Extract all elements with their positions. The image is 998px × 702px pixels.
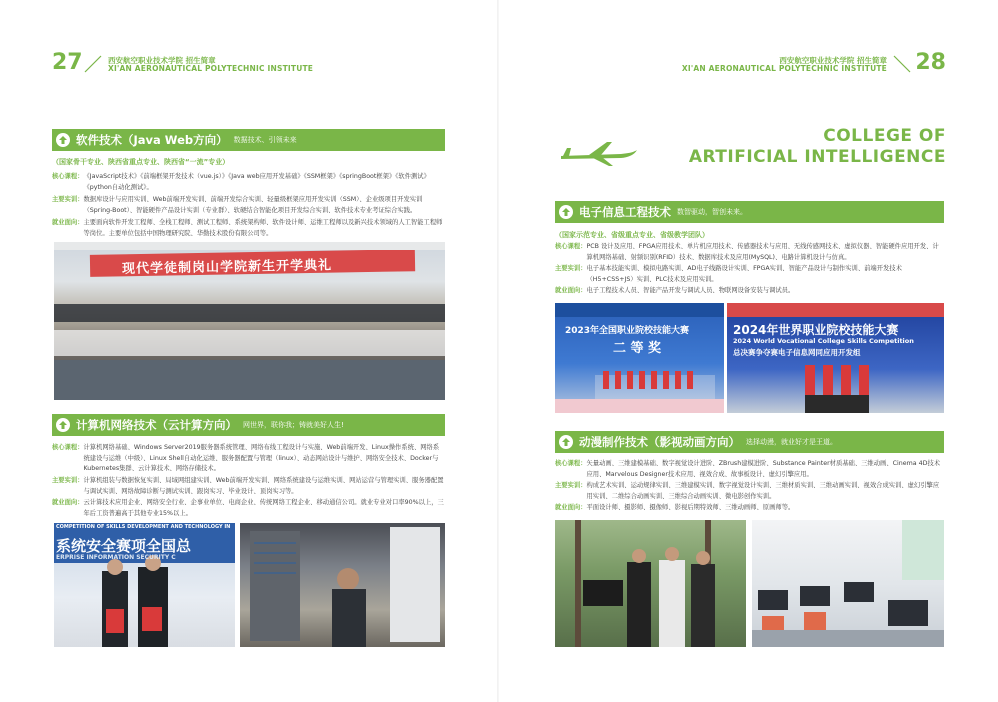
row-text: 《JavaScript技术》《前端框架开发技术（vue.js）》《Java web应用开发基础》《SSM框架》《springBoot框架》《软件测试》《python自动化测试》。	[83, 173, 430, 191]
section-marker-icon	[559, 435, 573, 449]
info-row-training	[555, 264, 944, 285]
competition-photo	[54, 523, 235, 647]
row-text: 主要面向软件开发工程师、全栈工程师、测试工程师、系统架构师、软件设计师、运维工程师以及新兴技术领域的人工智能工程师等岗位。主要单位包括中国物理研究院、华勤技术股份有限公司等。	[83, 219, 443, 237]
classroom-photo	[752, 520, 944, 647]
info-row-jobs	[555, 503, 944, 514]
right-page	[499, 0, 998, 702]
photo-banner-subtext: COMPETITION OF SKILLS DEVELOPMENT AND TECHNOLOGY IN	[56, 524, 231, 530]
section-title: 电子信息工程技术	[579, 205, 671, 219]
info-row-training	[555, 481, 944, 502]
row-label: 核心课程：	[52, 444, 84, 451]
photo-banner-text: 系统安全赛项全国总	[56, 537, 192, 555]
airplane-icon	[559, 138, 639, 168]
filming-photo	[555, 520, 746, 647]
section-subtitle: 网世界，联你我；铸就美好人生!	[243, 421, 344, 429]
info-row-training	[52, 195, 445, 216]
info-row-courses	[52, 172, 445, 193]
info-row-courses	[555, 242, 944, 263]
row-label: 就业面向：	[555, 287, 587, 294]
info-row-jobs	[52, 498, 445, 519]
row-label: 主要实训：	[555, 265, 587, 272]
section-title: 软件技术（Java Web方向）	[76, 133, 228, 147]
header-school-name: 西安航空职业技术学院 招生简章	[108, 56, 216, 65]
row-label: 就业面向：	[555, 504, 587, 511]
row-label: 主要实训：	[555, 482, 587, 489]
section-subtitle: 选择动漫，就业好才是王道。	[746, 438, 837, 446]
header-school-name-en: XI'AN AERONAUTICAL POLYTECHNIC INSTITUTE	[108, 64, 314, 73]
row-text: 计算机网络基础、Windows Server2019服务器系统管理、网络布线工程设计与实施、Web前端开发、Linux操作系统、网络系统建设与运维（中级）、Linux Shell自动化运维、服务器配置与管理（linux）、动态网站设计与维护、网络安全技术、Docker与Kubernetes集群、云计算技术、网络存储技术。	[83, 444, 440, 472]
photo-award-title: 2023年全国职业院校技能大赛	[565, 326, 690, 336]
section-marker-icon	[56, 418, 70, 432]
row-label: 就业面向：	[52, 499, 84, 506]
award-photo-2024	[727, 303, 944, 413]
award-photo-2023	[555, 303, 724, 413]
college-title-line1: COLLEGE OF	[823, 126, 946, 146]
row-label: 主要实训：	[52, 477, 84, 484]
header-slash-icon	[82, 52, 104, 74]
header-school-name: 西安航空职业技术学院 招生简章	[779, 56, 887, 65]
row-text: 构成艺术实训、运动规律实训、三维建模实训、数字视觉设计实训、三维材质实训、三维动画实训、视效合成实训、虚幻引擎应用实训、二维综合动画实训、三维综合动画实训、微电影创作实训。	[586, 482, 940, 500]
row-label: 就业面向：	[52, 219, 84, 226]
college-title-line2: ARTIFICIAL INTELLIGENCE	[688, 147, 946, 167]
section-title: 动漫制作技术（影视动画方向）	[579, 435, 740, 449]
lab-photo	[240, 523, 445, 647]
row-text: 云计算技术应用企业、网络安全行业、企事业单位、电商企业、传统网络工程企业、移动通信公司。就业专业对口率90%以上，三年后工资普遍高于其他专业15%以上。	[83, 499, 444, 517]
row-label: 主要实训：	[52, 196, 84, 203]
section-marker-icon	[56, 133, 70, 147]
group-photo	[54, 242, 445, 400]
row-label: 核心课程：	[52, 173, 84, 180]
row-text: PCB 设计及应用、FPGA应用技术、单片机应用技术、传感器技术与应用、无线传感网技术、虚拟仪器、智能硬件应用开发、计算机网络基础、射频识别(RFID）技术、数据库技术及应用(MySQL)、电路计算机设计与仿真。	[586, 243, 939, 261]
page-number: 28	[915, 50, 946, 75]
photo-banner-text: 现代学徒制岗山学院新生开学典礼	[121, 258, 333, 277]
row-text: 电子基本技能实训、模拟电路实训、AD电子线路设计实训、FPGA实训、智能产品设计与制作实训、前端开发技术（H5+CSS+JS）实训、PLC技术及应用实训。	[586, 265, 902, 283]
photo-banner-subtext: ERPRISE INFORMATION SECURITY C	[56, 554, 176, 561]
section-marker-icon	[559, 205, 573, 219]
section-subtitle: 数智驱动，智创未来。	[677, 208, 747, 216]
row-text: 数据库设计与应用实训、Web前端开发实训、前端开发综合实训、轻量级框架应用开发实训（SSM）、企业级项目开发实训（Spring-Boot）、智能硬件产品设计实训（专业群）、软硬结合智能化项目开发综合实训、软件技术专业考证综合实践。	[83, 196, 423, 214]
photo-award-subtitle: 2024 World Vocational College Skills Competition	[733, 337, 914, 345]
info-row-courses	[52, 443, 445, 475]
row-text: 电子工程技术人员、智能产品开发与调试人员、物联网设备安装与调试员。	[586, 287, 795, 294]
info-row-jobs	[52, 218, 445, 239]
row-label: 核心课程：	[555, 243, 587, 250]
info-row-courses	[555, 459, 944, 480]
row-text: 平面设计师、摄影师、摄像师、影视后期特效师、三维动画师、原画师等。	[586, 504, 795, 511]
section-header-electronics	[555, 201, 944, 223]
info-row-jobs	[555, 286, 944, 297]
section-header-software	[52, 129, 445, 151]
page-number: 27	[52, 50, 83, 75]
row-label: 核心课程：	[555, 460, 587, 467]
section-header-network	[52, 414, 445, 436]
photo-award-category: 总决赛争夺赛电子信息网同应用开发组	[733, 348, 861, 357]
row-text: 计算机组装与数据恢复实训、局域网组建实训、Web前端开发实训、网络系统建设与运维实训、网站运营与管理实训、服务器配置与调试实训、网络故障诊断与测试实训、跟岗实习、毕业设计、顶岗实习等。	[83, 477, 444, 495]
section-title: 计算机网络技术（云计算方向）	[76, 418, 237, 432]
info-row-training	[52, 476, 445, 497]
photo-award-title: 2024年世界职业院校技能大赛	[733, 323, 899, 337]
section-tag: （国家示范专业、省级重点专业、省级教学团队）	[555, 231, 709, 239]
photo-award-rank: 二 等 奖	[613, 341, 662, 356]
section-subtitle: 数据技术、引领未来	[233, 136, 297, 144]
header-school-name-en: XI'AN AERONAUTICAL POLYTECHNIC INSTITUTE	[681, 64, 887, 73]
section-header-animation	[555, 431, 944, 453]
section-tag: （国家骨干专业、陕西省重点专业、陕西省“一流”专业）	[52, 158, 230, 166]
header-slash-icon	[891, 52, 913, 74]
row-text: 矢量动画、三维建模基础、数字视觉设计进阶、ZBrush建模进阶、Substance Painter材质基础、三维动画、Cinema 4D技术应用、Marvelous Designer技术应用、视效合成、故事板设计、虚幻引擎应用。	[586, 460, 941, 478]
